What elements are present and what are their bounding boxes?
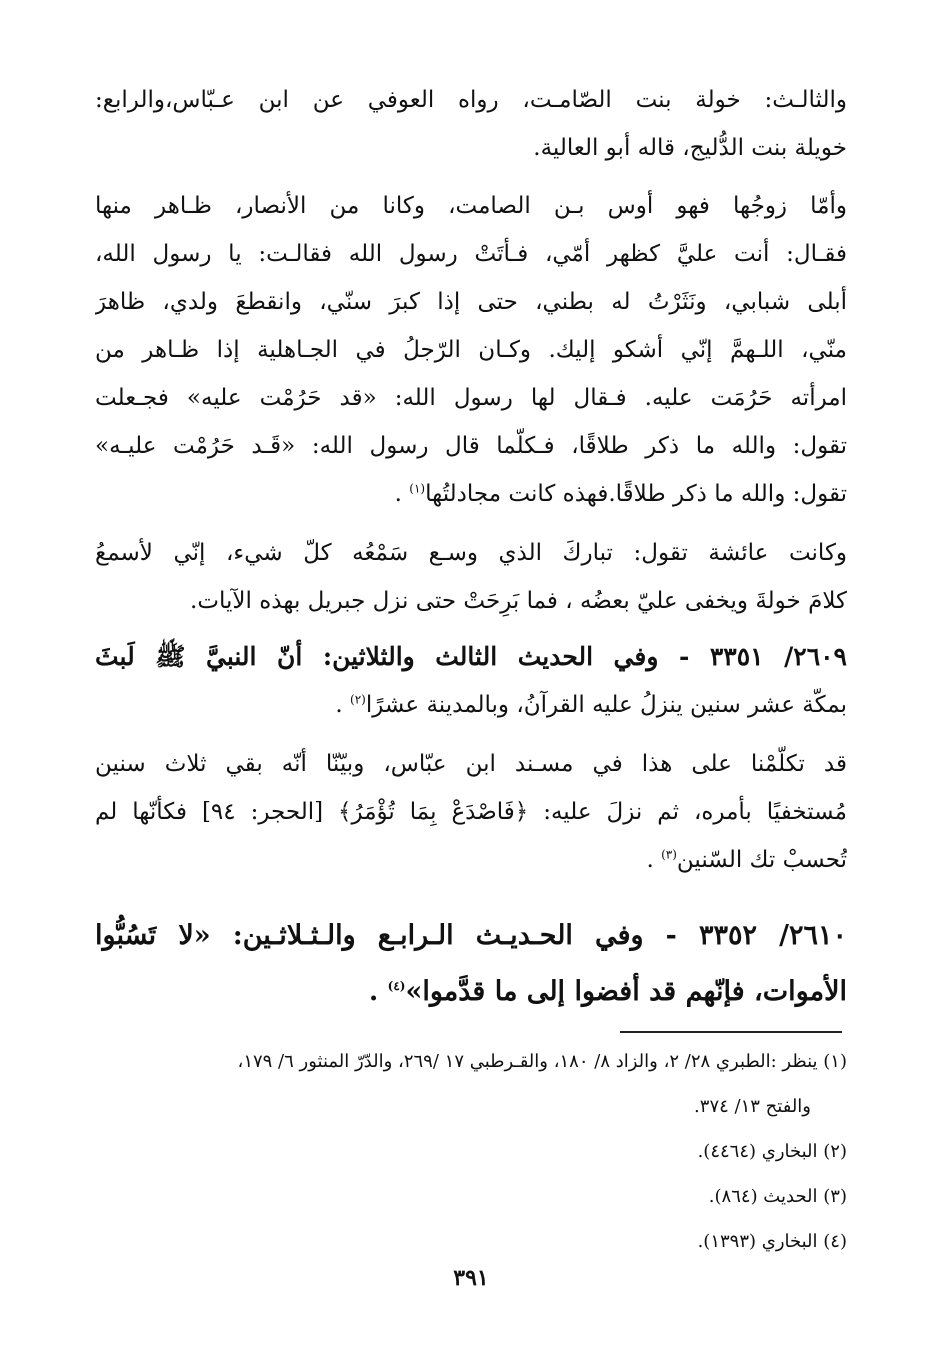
footnote-item: (٢) البخاري (٤٤٦٤).: [697, 1141, 847, 1162]
hadith-heading-line: ٢٦٠٩/ ٣٣٥١ - وفي الحديث الثالث والثلاثين: أنّ النبيَّ ﷺ لَبثَ: [95, 642, 847, 671]
paragraph-husband-story: [95, 182, 847, 518]
text-line: كلامَ خولةَ ويخفى عليّ بعضُه ، فما بَرِحَتْ حتى نزل جبريل بهذه الآيات.: [190, 588, 847, 614]
text-line: والثالـث: خولة بنت الصّامـت، رواه العوفي عن ابن عـبّاس،والرابع:: [95, 87, 847, 113]
text-line: وأمّا زوجُها فهو أوس بـن الصامت، وكانا من الأنصار، ظـاهر منها: [95, 193, 847, 219]
text-line: تقول: والله ما ذكر طلاقًا.فهذه كانت مجادلتُها$^{(١)}$ .: [394, 481, 847, 507]
page-number: ٣٩١: [453, 1265, 489, 1291]
text-run: بمكّة عشر سنين ينزلُ عليه القرآنُ، وبالمدينة عشرًا: [365, 692, 847, 718]
footnote-marker: (٢): [350, 692, 366, 707]
footnote-separator: [620, 1031, 842, 1033]
hadith-2609: [95, 633, 847, 729]
footnote-item: (١) ينظر :الطبري ٢٨/ ٢، والزاد ٨/ ١٨٠، والقـرطبي ١٧ /٢٦٩، والدّرّ المنثور ٦/ ١٧٩،: [237, 1051, 847, 1072]
text-line: وكانت عائشة تقول: تباركَ الذي وسـع سَمْعُه كلّ شيء، إنّي لأسمعُ: [95, 540, 847, 566]
text-line: خويلة بنت الدُّليج، قاله أبو العالية.: [533, 135, 847, 161]
commentary-2609: [95, 740, 847, 884]
text-run: تُحسبْ تك السّنين: [676, 847, 847, 873]
footnote-marker: (١): [409, 481, 426, 496]
hadith-2610: [95, 908, 847, 1020]
text-run: تقول: والله ما ذكر طلاقًا.فهذه كانت مجادلتُها: [425, 481, 847, 507]
text-line: بمكّة عشر سنين ينزلُ عليه القرآنُ، وبالمدينة عشرًا$^{(٢)}$ .: [335, 692, 847, 718]
text-line: فقـال: أنت عليَّ كظهر أمّي، فـأتَتْ رسول الله فقالـت: يا رسول الله،: [95, 241, 847, 267]
footnotes: [95, 1039, 847, 1264]
paragraph-third-name: [95, 76, 847, 172]
footnote-marker: (٣): [661, 847, 677, 862]
footnote-item: (٣) الحديث (٨٦٤).: [708, 1186, 847, 1207]
hadith-text-line: الأموات، فإنّهم قد أفضوا إلى ما قدَّموا»$^{(٤)}$ .: [368, 976, 847, 1007]
text-line: أبلى شبابي، ونَثَرْتُ له بطني، حتى إذا كبرَ سنّي، وانقطعَ ولدي، ظاهرَ: [95, 289, 847, 315]
text-run: الأموات، فإنّهم قد أفضوا إلى ما قدَّموا»: [405, 976, 847, 1007]
footnote-item: (٤) البخاري (١٣٩٣).: [697, 1231, 847, 1252]
text-line: امرأته حَرُمَت عليه. فـقال لها رسول الله: «قد حَرُمْت عليه» فجـعلت: [95, 385, 847, 411]
text-line: قد تكلّمْنا على هذا في مسـند ابن عبّاس، وبيّنّا أنّه بقي ثلاث سنين: [95, 751, 847, 777]
text-line: منّي، اللـهمَّ إنّي أشكو إليك. وكـان الرّجلُ في الجـاهلية إذا ظـاهر من: [95, 337, 847, 363]
footnote-marker: (٤): [387, 979, 406, 993]
footnote-item-continuation: والفتح ١٣/ ٣٧٤.: [694, 1096, 811, 1117]
text-line: مُستخفيًا بأمره، ثم نزلَ عليه: ﴿فَاصْدَعْ بِمَا تُؤْمَرُ﴾ [الحجر: ٩٤] فكأنّها لم: [95, 799, 847, 825]
text-line: تُحسبْ تك السّنين$^{(٣)}$ .: [646, 847, 847, 873]
paragraph-aisha-quote: [95, 529, 847, 625]
text-line: تقول: والله ما ذكر طلاقًا، فـكلّما قال رسول الله: «قَـد حَرُمْت عليـه»: [95, 433, 847, 459]
hadith-heading-line: ٢٦١٠/ ٣٣٥٢ - وفي الحـديـث الـرابـع والـثـلاثـين: «لا تَسُبُّوا: [95, 920, 847, 951]
